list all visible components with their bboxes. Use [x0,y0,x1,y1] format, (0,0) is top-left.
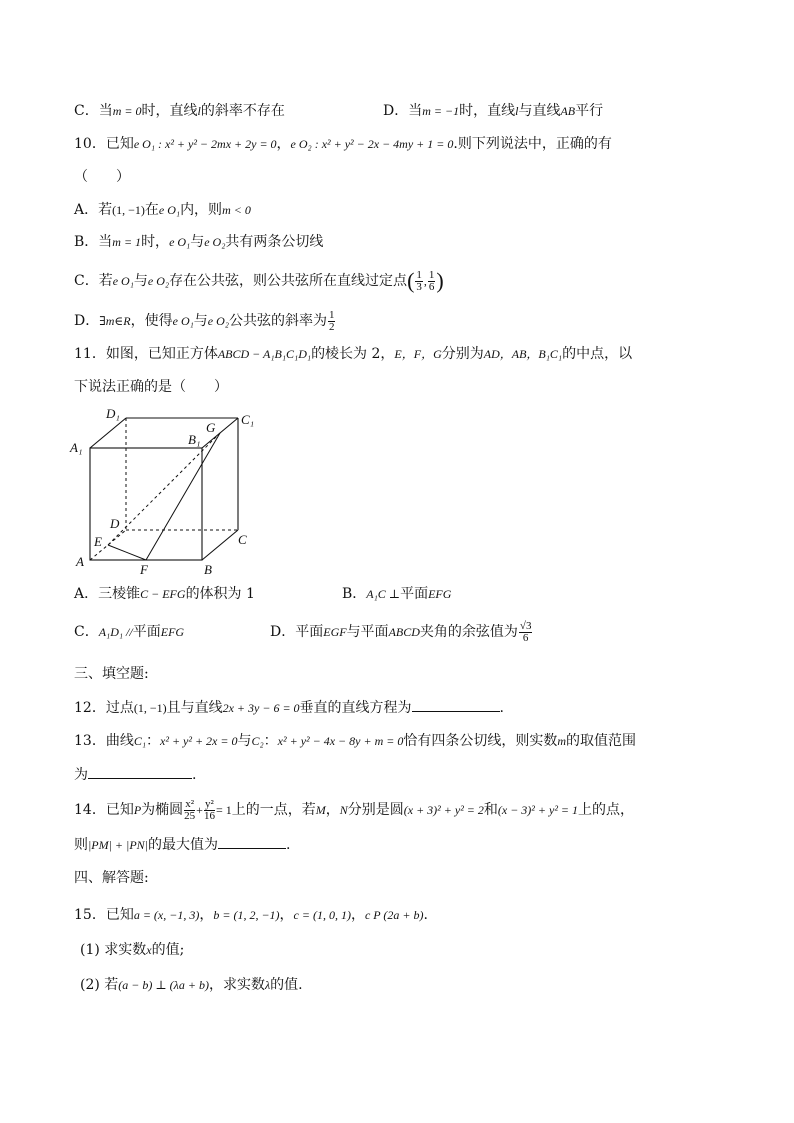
q9-options-cd: C．当m = 0时，直线l的斜率不存在 [74,103,285,119]
q14-cont: 则|PM| + |PN|的最大值为 . [74,834,290,855]
q15-stem: 15．已知a = (x, −1, 3)，b = (1, 2, −1)，c = (1, 0, 1)，c P (2a + b). [74,907,428,923]
q10-option-c: C．若e O₁与e O₂存在公共弦，则公共弦所在直线过定点( $\frac{1}{3}$ , $\frac{1}{6}$ ) [74,268,444,293]
label-c1: C₁ [241,412,255,427]
q13-answer-blank[interactable] [88,764,192,779]
q12-answer-blank[interactable] [412,697,500,712]
label-c: C [238,532,247,547]
edge-a1d1 [90,418,126,448]
q14: 14．已知P为椭圆 $\frac{\text{x²}}{25}$ + $\frac{\text{y²}}{16}$ = 1上的一点，若M，N分别是圆(x + 3)² + y² = 2和(x − 3)² + y² = 1上的点， [74,797,635,822]
q11-option-b: B．A₁C ⊥平面EFG [342,586,452,602]
q11-stem-cont: 下说法正确的是（ ） [74,379,228,395]
label-b1: B₁ [188,432,201,447]
segment-ef [108,545,146,560]
fraction-one-half: $\frac{1}{2}$ [328,308,335,333]
label-d: D [110,516,120,531]
fraction-x2-25: $\frac{\text{x²}}{25}$ [184,797,196,822]
q15-sub2: (2) 若(a − b) ⊥ (λa + b)，求实数λ的值. [80,977,303,993]
q10-stem: 10．已知e O₁ : x² + y² − 2mx + 2y = 0，e O₂ : x² + y² − 2x − 4my + 1 = 0.则下列说法中，正确的有 [74,136,612,152]
q13: 13．曲线C₁：x² + y² + 2x = 0与C₂：x² + y² − 4x − 8y + m = 0恰有四条公切线，则实数m的取值范围 [74,733,636,749]
cube-front-face [90,448,202,560]
fraction-y2-16: $\frac{\text{y²}}{16}$ [203,797,215,822]
label-g: G [206,420,216,435]
label-d1: D₁ [106,406,120,421]
section-solve-title: 四、解答题: [74,870,149,886]
fraction-sqrt3-over-6: $\frac{√3}{6}$ [519,619,532,644]
q9-option-d: D．当m = −1时，直线l与直线AB平行 [383,103,604,119]
q15-sub1: (1) 求实数x的值; [80,942,185,958]
q12: 12．过点(1, −1)且与直线2x + 3y − 6 = 0垂直的直线方程为 . [74,697,504,718]
q11-option-c: C．A₁D₁ //平面EFG [74,624,185,640]
fraction-one-sixth: $\frac{1}{6}$ [428,268,435,293]
q10-option-d: D．∃m∈R，使得e O₁与e O₂公共弦的斜率为 $\frac{1}{2}$ [74,308,335,333]
q11-option-d: D．平面EGF与平面ABCD夹角的余弦值为 $\frac{√3}{6}$ [270,619,532,644]
fraction-one-third: $\frac{1}{3}$ [416,268,422,293]
q14-answer-blank[interactable] [218,834,286,849]
segment-fg [146,433,220,560]
q13-cont: 为 . [74,764,196,785]
label-a1: A₁ [70,440,83,455]
q10-answer-paren: （ ） [74,169,130,185]
q10-option-a: A．若(1, −1)在e O₁内，则m < 0 [74,202,251,218]
label-a: A [76,554,84,569]
cube-figure [66,404,266,576]
section-fill-in-title: 三、填空题: [74,666,149,682]
label-f: F [140,562,148,576]
label-e: E [94,534,102,549]
label-b: B [204,562,212,576]
edge-bc [202,530,238,560]
q10-option-b: B．当m = 1时，e O₁与e O₂共有两条公切线 [74,234,324,250]
q11-option-a: A．三棱锥C − EFG的体积为 1 [74,586,255,602]
q11-stem: 11．如图，已知正方体ABCD − A₁B₁C₁D₁的棱长为 2，E，F，G分别为AD，AB，B₁C₁的中点，以 [74,346,633,362]
